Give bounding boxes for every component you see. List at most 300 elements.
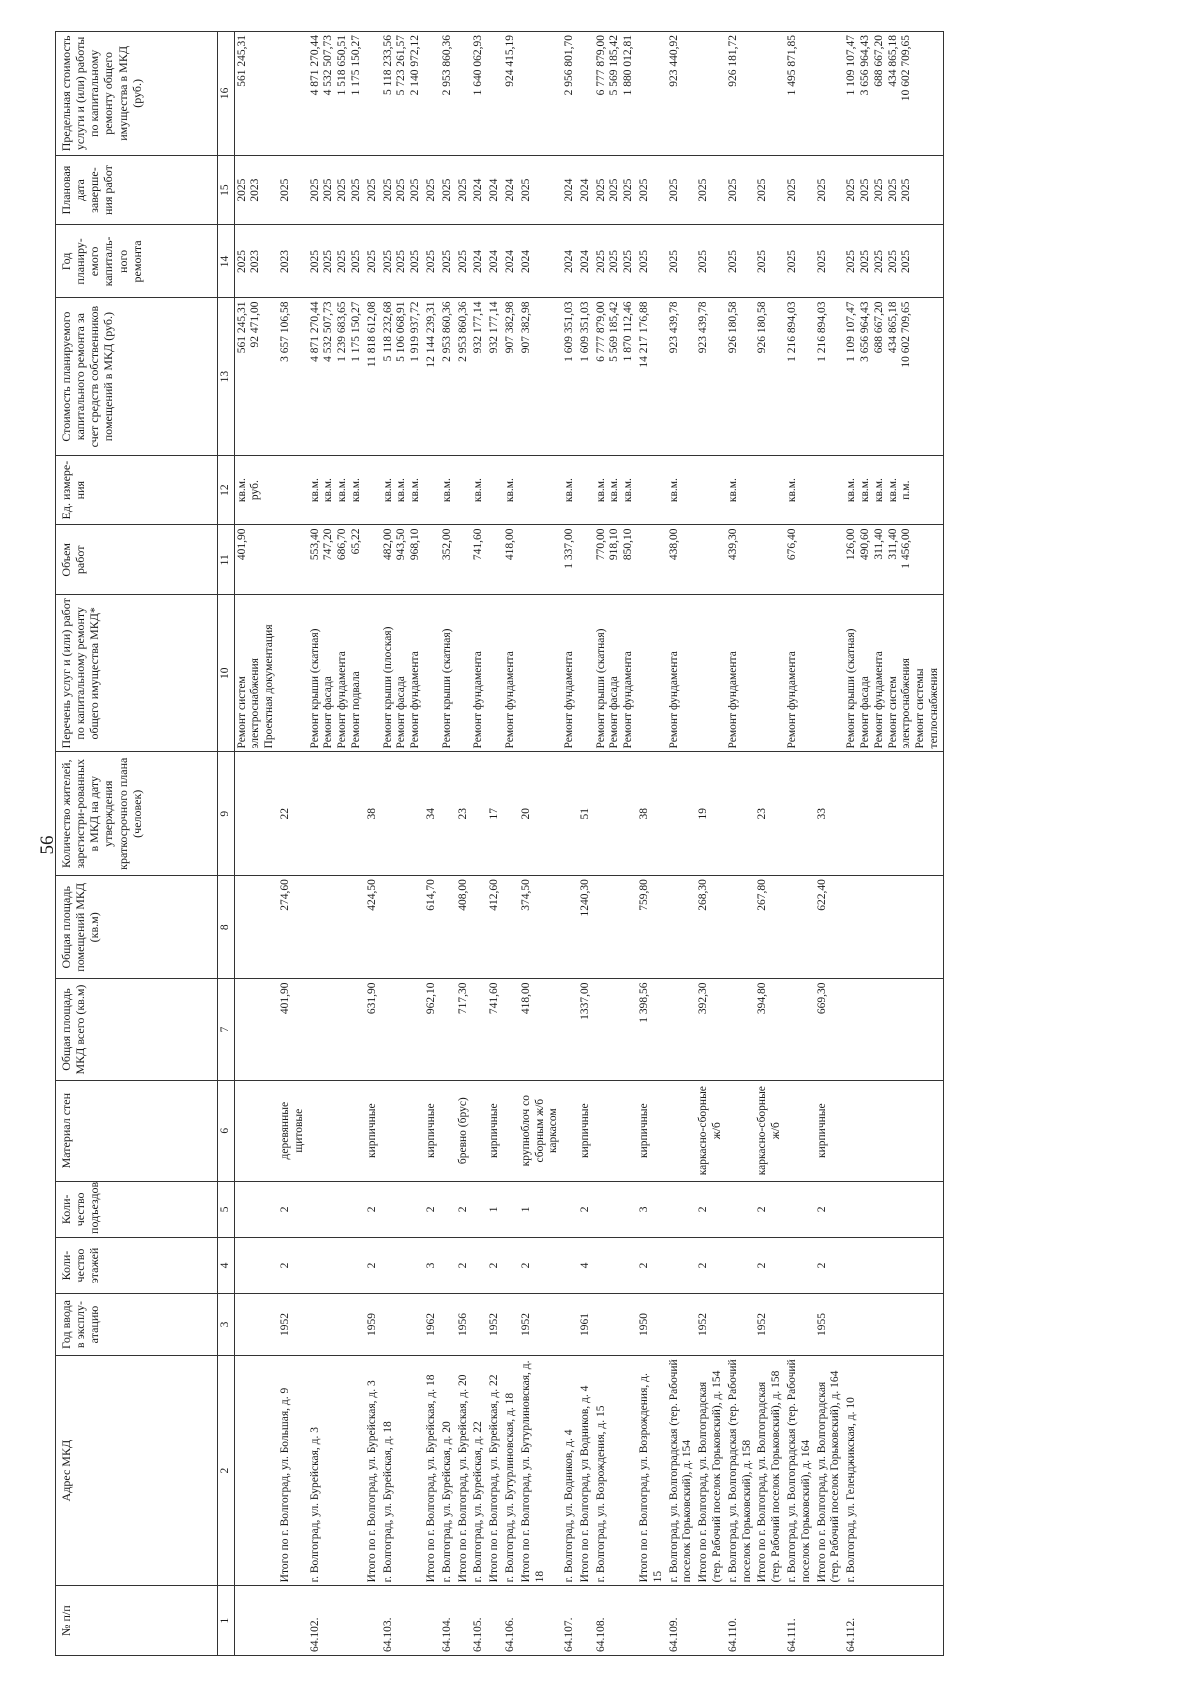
cell-line [756, 598, 770, 748]
cell-line: 126,00 [845, 528, 858, 561]
cell-col-7: 392,30 [696, 979, 726, 1080]
cell-line: 2025 [519, 178, 532, 202]
cell-line [488, 35, 502, 152]
cell-line: 2025 [235, 249, 248, 273]
cell-col-15 [424, 155, 440, 225]
cell-line: Ремонт крыши (скатная) [308, 628, 321, 749]
cell-line: п.м. [900, 480, 913, 500]
cell-line [366, 459, 380, 522]
cell-line: 2025 [756, 249, 769, 273]
cell-col-11 [785, 525, 815, 595]
cell-col-7: 631,90 [365, 979, 381, 1080]
cell-col-14 [726, 225, 756, 298]
cell-col-10 [726, 595, 756, 752]
cell-col-15 [785, 155, 815, 225]
cell-line [279, 35, 293, 152]
rotated-table-frame [55, 31, 1145, 1656]
cell-col-14 [637, 225, 667, 298]
table-row [696, 32, 726, 1656]
table-row [844, 32, 943, 1656]
cell-col-4 [503, 1237, 519, 1293]
cell-col-9: 23 [456, 752, 472, 876]
cell-line: 2025 [900, 178, 913, 202]
cell-col-6: каркасно-сборные ж/б [755, 1080, 785, 1181]
table-row [278, 32, 308, 1656]
cell-line: Ремонт фасада [395, 676, 408, 749]
cell-col-16 [785, 32, 815, 156]
cell-line [756, 459, 770, 522]
cell-col-7 [503, 979, 519, 1080]
cell-col-1 [696, 1586, 726, 1656]
cell-line: Проектная документация [263, 624, 276, 749]
cell-line: кв.м. [472, 478, 485, 503]
cell-col-9 [594, 752, 637, 876]
cell-line: 2025 [336, 178, 349, 202]
cell-line [366, 35, 380, 152]
cell-line: 5 723 261,57 [395, 35, 408, 96]
cell-line [488, 528, 502, 591]
header-cell: № п/п [56, 1586, 218, 1656]
cell-col-15 [365, 155, 381, 225]
cell-col-8: 1240,30 [578, 876, 594, 979]
cell-line: Ремонт фундамента [503, 651, 516, 749]
cell-line: 438,00 [667, 528, 680, 561]
cell-line: 2025 [278, 178, 291, 202]
cell-line: Ремонт фасада [322, 676, 335, 749]
cell-line: 2023 [278, 249, 291, 273]
cell-col-10 [234, 595, 278, 752]
cell-line: 561 245,31 [235, 35, 248, 87]
cell-col-6 [308, 1080, 365, 1181]
cell-line: кв.м. [409, 478, 422, 503]
cell-line: 5 118 233,56 [381, 35, 394, 95]
cell-col-9 [562, 752, 578, 876]
cell-col-3 [562, 1294, 578, 1356]
cell-line: 2025 [667, 178, 680, 202]
cell-col-11 [365, 525, 381, 595]
cell-line: 2025 [381, 178, 394, 202]
cell-col-12 [278, 455, 308, 525]
cell-line [457, 35, 471, 152]
cell-line [366, 528, 380, 591]
cell-col-15 [308, 155, 365, 225]
cell-col-7 [471, 979, 487, 1080]
cell-col-2: г. Волгоград, ул. Бурейская, д. 18 [381, 1355, 424, 1585]
cell-col-14 [365, 225, 381, 298]
cell-col-11 [456, 525, 472, 595]
cell-col-1: 64.104. [440, 1586, 456, 1656]
cell-col-10 [424, 595, 440, 752]
cell-line: 926 180,58 [726, 301, 739, 354]
cell-col-4: 2 [487, 1237, 503, 1293]
cell-col-10 [562, 595, 578, 752]
page-number: 56 [37, 835, 58, 855]
cell-col-2: г. Волгоград, ул. Бурейская, д. 3 [308, 1355, 365, 1585]
cell-col-15 [503, 155, 519, 225]
cell-col-14 [381, 225, 424, 298]
cell-line: 2025 [409, 178, 422, 202]
column-number: 2 [218, 1355, 235, 1585]
cell-line: 1 870 112,46 [622, 301, 635, 362]
cell-col-5 [234, 1181, 278, 1237]
cell-col-2: г. Волгоград, ул. Бутурлиновская, д. 18 [503, 1355, 519, 1585]
column-number: 12 [218, 455, 235, 525]
cell-col-7 [785, 979, 815, 1080]
cell-col-7: 669,30 [815, 979, 845, 1080]
cell-col-9: 22 [278, 752, 308, 876]
table-header [56, 32, 235, 1656]
cell-line: 352,00 [440, 528, 453, 561]
cell-col-1: 64.102. [308, 1586, 365, 1656]
cell-col-3: 1955 [815, 1294, 845, 1356]
cell-col-15 [578, 155, 594, 225]
cell-col-6 [785, 1080, 815, 1181]
cell-col-1: 64.108. [594, 1586, 637, 1656]
header-cell: Коли-чество этажей [56, 1237, 218, 1293]
cell-col-12 [471, 455, 487, 525]
cell-line: 747,20 [322, 528, 335, 561]
cell-col-12 [667, 455, 697, 525]
cell-line: 2025 [859, 249, 872, 273]
capital-repair-table [55, 31, 944, 1656]
cell-col-3 [594, 1294, 637, 1356]
cell-line [756, 35, 770, 152]
table-row [381, 32, 424, 1656]
cell-col-10 [440, 595, 456, 752]
cell-col-10 [696, 595, 726, 752]
cell-col-7: 717,30 [456, 979, 472, 1080]
cell-col-11 [667, 525, 697, 595]
cell-col-3 [844, 1294, 943, 1356]
cell-col-13 [785, 298, 815, 455]
cell-col-15 [755, 155, 785, 225]
cell-line: 2 956 801,70 [563, 35, 576, 96]
cell-col-1 [424, 1586, 440, 1656]
cell-col-12 [594, 455, 637, 525]
cell-col-14 [578, 225, 594, 298]
cell-col-8: 268,30 [696, 876, 726, 979]
cell-line: 1 216 894,03 [815, 301, 828, 362]
cell-line: 2024 [563, 178, 576, 202]
cell-col-15 [234, 155, 278, 225]
cell-col-5: 2 [456, 1181, 472, 1237]
cell-col-14 [785, 225, 815, 298]
cell-line: Ремонт фундамента [872, 651, 885, 749]
column-number: 11 [218, 525, 235, 595]
cell-line: кв.м. [503, 478, 516, 503]
cell-col-1: 64.111. [785, 1586, 815, 1656]
cell-line: Ремонт фундамента [563, 651, 576, 749]
cell-line: 2025 [667, 249, 680, 273]
cell-col-14 [471, 225, 487, 298]
cell-line: 2024 [503, 249, 516, 273]
cell-col-12 [519, 455, 562, 525]
cell-col-16 [381, 32, 424, 156]
cell-line: Ремонт крыши (плоская) [381, 626, 394, 749]
cell-line [425, 598, 439, 748]
cell-line [579, 598, 593, 748]
cell-col-2: Итого по г. Волгоград, ул. Волгоградская (тер. Рабочий поселок Горьковский), д. 164 [815, 1355, 845, 1585]
cell-col-8: 622,40 [815, 876, 845, 979]
cell-line [579, 35, 593, 152]
table-row [785, 32, 815, 1656]
cell-line: 2025 [349, 249, 362, 273]
cell-line: кв.м. [845, 478, 858, 503]
cell-col-7 [381, 979, 424, 1080]
cell-line: 907 382,98 [519, 301, 532, 354]
cell-col-9 [785, 752, 815, 876]
cell-col-5: 2 [755, 1181, 785, 1237]
table-body [234, 32, 943, 1656]
cell-line [425, 35, 439, 152]
cell-col-11 [696, 525, 726, 595]
cell-line: 2025 [845, 249, 858, 273]
cell-col-9: 23 [755, 752, 785, 876]
cell-col-16 [726, 32, 756, 156]
cell-col-16 [594, 32, 637, 156]
cell-line [697, 598, 711, 748]
cell-col-1: 64.110. [726, 1586, 756, 1656]
cell-col-2: г. Волгоград, ул. Волгоградская (тер. Рабочий поселок Горьковский), д. 158 [726, 1355, 756, 1585]
cell-line: Ремонт крыши (скатная) [594, 628, 607, 749]
cell-col-7: 418,00 [519, 979, 562, 1080]
cell-line: 918,10 [608, 528, 621, 561]
cell-col-6: крупноблоч со сборным ж/б каркасом [519, 1080, 562, 1181]
column-number: 3 [218, 1294, 235, 1356]
cell-col-16 [424, 32, 440, 156]
cell-col-6 [726, 1080, 756, 1181]
cell-col-16 [308, 32, 365, 156]
cell-col-14 [562, 225, 578, 298]
cell-col-9 [503, 752, 519, 876]
cell-col-15 [594, 155, 637, 225]
cell-line: кв.м. [322, 478, 335, 503]
cell-col-10 [471, 595, 487, 752]
table-row [308, 32, 365, 1656]
cell-col-13 [726, 298, 756, 455]
cell-col-13 [381, 298, 424, 455]
table-row [726, 32, 756, 1656]
cell-line: 926 181,72 [726, 35, 739, 87]
cell-line: руб. [249, 480, 262, 501]
cell-line: 2025 [424, 249, 437, 273]
cell-line: 2025 [608, 249, 621, 273]
column-number: 13 [218, 298, 235, 455]
cell-col-7 [562, 979, 578, 1080]
cell-line: 3 657 106,58 [278, 301, 291, 362]
cell-col-1: 64.103. [381, 1586, 424, 1656]
cell-col-10 [815, 595, 845, 752]
cell-line: Ремонт фундамента [667, 651, 680, 749]
header-cell: Предельная стоимость услуги и (или) работы по капитальному ремонту общего имущества в МКД (руб.) [56, 32, 218, 156]
cell-col-10 [594, 595, 637, 752]
cell-col-2: Итого по г. Волгоград, ул. Бурейская, д. 22 [487, 1355, 503, 1585]
header-cell: Количество жителей, зарегистри-рованных в МКД на дату утверждения краткосрочного плана (человек) [56, 752, 218, 876]
cell-col-1 [578, 1586, 594, 1656]
cell-col-1 [278, 1586, 308, 1656]
cell-col-14 [755, 225, 785, 298]
cell-col-6 [381, 1080, 424, 1181]
cell-col-1 [487, 1586, 503, 1656]
cell-line: 2025 [424, 178, 437, 202]
cell-col-7: 1337,00 [578, 979, 594, 1080]
cell-col-11 [578, 525, 594, 595]
column-number: 9 [218, 752, 235, 876]
cell-col-10 [844, 595, 943, 752]
cell-line: 5 118 232,68 [381, 301, 394, 362]
cell-line: 434 865,18 [886, 35, 899, 87]
cell-col-16 [487, 32, 503, 156]
cell-line [366, 598, 380, 748]
cell-col-2: Итого по г. Волгоград, ул. Бурейская, д. 18 [424, 1355, 440, 1585]
cell-col-3: 1952 [519, 1294, 562, 1356]
table-row [637, 32, 667, 1656]
cell-col-12 [844, 455, 943, 525]
cell-col-13 [308, 298, 365, 455]
cell-col-9: 51 [578, 752, 594, 876]
cell-col-15 [667, 155, 697, 225]
cell-col-14 [424, 225, 440, 298]
cell-line: кв.м. [608, 478, 621, 503]
cell-line [697, 459, 711, 522]
cell-col-9 [844, 752, 943, 876]
cell-col-6: каркасно-сборные ж/б [696, 1080, 726, 1181]
cell-col-13 [456, 298, 472, 455]
cell-col-6: бревно (брус) [456, 1080, 472, 1181]
cell-col-9: 20 [519, 752, 562, 876]
cell-col-6 [562, 1080, 578, 1181]
cell-line: 2024 [503, 178, 516, 202]
cell-line: 311,40 [886, 528, 899, 560]
cell-line: 2025 [395, 249, 408, 273]
cell-col-5 [785, 1181, 815, 1237]
cell-col-15 [562, 155, 578, 225]
cell-line: 1 109 107,47 [845, 301, 858, 362]
cell-col-2: Итого по г. Волгоград, ул. Возрождения, д. 15 [637, 1355, 667, 1585]
table-row [456, 32, 472, 1656]
cell-col-11 [815, 525, 845, 595]
cell-line: 2025 [440, 178, 453, 202]
cell-line: Ремонт крыши (скатная) [440, 628, 453, 749]
table-row [365, 32, 381, 1656]
cell-col-15 [696, 155, 726, 225]
cell-col-15 [726, 155, 756, 225]
cell-line [488, 459, 502, 522]
cell-col-15 [519, 155, 562, 225]
cell-line: Ремонт фундамента [726, 651, 739, 749]
cell-col-3 [726, 1294, 756, 1356]
cell-col-9: 17 [487, 752, 503, 876]
cell-line: кв.м. [395, 478, 408, 503]
cell-col-3: 1961 [578, 1294, 594, 1356]
cell-col-11 [278, 525, 308, 595]
cell-col-12 [578, 455, 594, 525]
cell-line: 1 109 107,47 [845, 35, 858, 96]
cell-line: 2025 [622, 178, 635, 202]
cell-col-10 [381, 595, 424, 752]
cell-col-4: 2 [637, 1237, 667, 1293]
cell-line: 2025 [900, 249, 913, 273]
column-number-row [218, 32, 235, 1656]
cell-col-4 [562, 1237, 578, 1293]
cell-col-12 [815, 455, 845, 525]
cell-col-12 [381, 455, 424, 525]
cell-col-7 [440, 979, 456, 1080]
cell-line: 3 656 964,43 [859, 35, 872, 96]
cell-line: 924 415,19 [503, 35, 516, 87]
cell-line: 1 609 351,03 [563, 301, 576, 362]
column-number: 7 [218, 979, 235, 1080]
cell-line: 2025 [638, 249, 651, 273]
table-row [667, 32, 697, 1656]
table-row [503, 32, 519, 1656]
cell-line: 2 953 860,36 [456, 301, 469, 362]
cell-col-4: 2 [456, 1237, 472, 1293]
cell-col-2: Итого по г. Волгоград, ул. Бутурлиновская, д. 18 [519, 1355, 562, 1585]
cell-line: 770,00 [594, 528, 607, 561]
cell-col-10 [785, 595, 815, 752]
cell-col-12 [726, 455, 756, 525]
cell-col-13 [278, 298, 308, 455]
table-row [815, 32, 845, 1656]
cell-col-4: 2 [519, 1237, 562, 1293]
cell-col-11 [234, 525, 278, 595]
cell-col-14 [519, 225, 562, 298]
cell-col-8: 424,50 [365, 876, 381, 979]
cell-col-13 [578, 298, 594, 455]
cell-col-9: 38 [365, 752, 381, 876]
cell-col-5: 2 [424, 1181, 440, 1237]
cell-line: 418,00 [503, 528, 516, 561]
cell-col-1: 64.112. [844, 1586, 943, 1656]
cell-col-4: 3 [424, 1237, 440, 1293]
cell-line: 1 518 650,51 [336, 35, 349, 96]
cell-line: 1 239 683,65 [336, 301, 349, 362]
cell-line: кв.м. [349, 478, 362, 503]
cell-line: Ремонт фасада [859, 676, 872, 749]
cell-col-8 [440, 876, 456, 979]
cell-col-13 [637, 298, 667, 455]
cell-line: 1 216 894,03 [786, 301, 799, 362]
cell-line: 434 865,18 [886, 301, 899, 354]
header-cell: Объем работ [56, 525, 218, 595]
cell-col-16 [234, 32, 278, 156]
cell-line: 2024 [472, 249, 485, 273]
cell-col-11 [594, 525, 637, 595]
cell-col-10 [667, 595, 697, 752]
cell-col-5: 2 [278, 1181, 308, 1237]
cell-col-9 [440, 752, 456, 876]
column-number: 4 [218, 1237, 235, 1293]
cell-col-8 [503, 876, 519, 979]
cell-col-4 [667, 1237, 697, 1293]
cell-col-13 [487, 298, 503, 455]
cell-col-7 [234, 979, 278, 1080]
cell-col-3: 1952 [755, 1294, 785, 1356]
cell-col-7: 1 398,56 [637, 979, 667, 1080]
cell-line: 2023 [249, 249, 262, 273]
cell-line: 688 667,20 [872, 35, 885, 87]
cell-line: 2024 [488, 249, 501, 273]
cell-col-14 [456, 225, 472, 298]
cell-col-5 [594, 1181, 637, 1237]
cell-line: 2024 [519, 249, 532, 273]
cell-col-14 [815, 225, 845, 298]
cell-col-8: 374,50 [519, 876, 562, 979]
cell-col-8 [308, 876, 365, 979]
cell-line: кв.м. [235, 478, 248, 503]
cell-line: 932 177,14 [472, 301, 485, 354]
